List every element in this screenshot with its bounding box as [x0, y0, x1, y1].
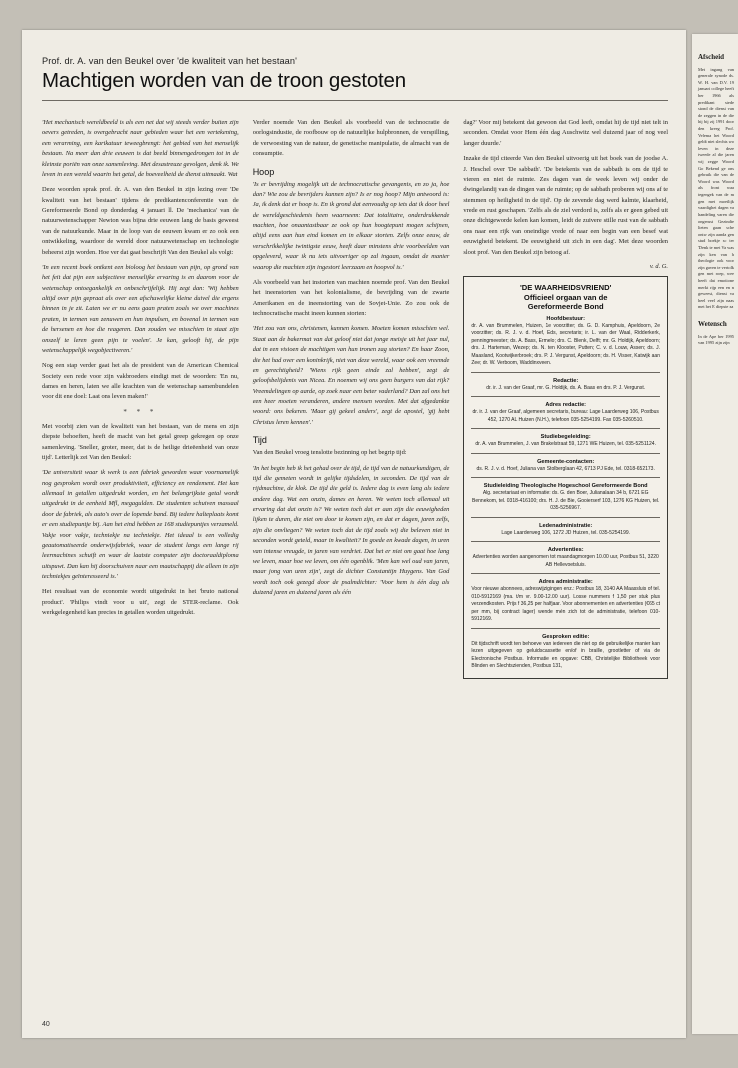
subheading-hoop: Hoop — [252, 166, 275, 177]
colophon-body: Voor nieuwe abonnees, adreswijzigingen enz.: Postbus 18, 3140 AA Maassluis of tel. 010-5912169 (ma. t/m vr. 9.00-12.00 uur). Losse nummers f 1,50 per stuk plus verzendkosten. Prijs f 36,25 per halfjaar. Voor abonnementen en advertenties (€65 ct per mm, bij contract lager) wende mén zich tot de administratie, telefoon 010-5912169. — [471, 586, 660, 623]
colophon-heading: Studiebegeleiding: — [540, 434, 591, 441]
article-page — [22, 30, 686, 1038]
intro-paragraph: 'Het mechanisch wereldbeeld is als een net dat wij steeds verder buiten zijn oevers getreden, is overgebracht naar gebieden waar het een vertekening, een verarming, een karikatuur teweegbrengt: het gebied van het menselijk bestaan. Na meer dan drie eeuwen is dat beeld binnengedrongen tot in de kleinste poriën van onze samenleving. Met desastreuze gevolgen, denk ik. We leven in een wereld waarin het getal, de hoeveelheid de dienst uitmaakt. Wat — [42, 119, 239, 178]
article-headline: Machtigen worden van de troon gestoten — [42, 69, 406, 92]
page-number: 40 — [42, 1021, 50, 1028]
subheading-tijd: Tijd — [252, 435, 267, 446]
column-3 — [463, 118, 668, 1008]
colophon-body: Alg. secretariaat en informatie: ds. G. den Boer, Julianalaan 34 b, 6721 EG Bennekom, tel. 0318-416100; drs. H. J. de Bie, Gooierserf 103, 1276 KG Huizen, tel. 035-5256967. — [472, 490, 660, 512]
colophon-heading: Adres redactie: — [545, 402, 587, 409]
adjacent-heading-2: Wetensch — [698, 320, 727, 329]
column-2 — [253, 118, 450, 1008]
adjacent-heading-1: Afscheid — [698, 53, 725, 61]
colophon-body: dr. ir. J. van der Graaf, mr. G. Holdijk, ds. A. Baas en drs. P. J. Vergunst. — [486, 384, 646, 391]
paragraph: 'De universiteit waar ik werk is een fabriek geworden waar voornamelijk nog gesproken wordt over produktiviteit, efficiency en rendement. Het kan allemaal in getallen uitgedrukt worden, en het belangrijkste getal wordt uitgedrukt in de eenheid Mfl, megagulden. De studenten schuiven massaal door de fabriek, als auto's over de lopende band. Bij iedere halteplaats komt er een studiepuntje bij. Aan het eind hebben ze 168 studiepuntjes verzameld. Vakje voor vakje, techniekje na techniekje. Het ideaal is een volledig geautomatiseerde onderwijsfabriek, waar de student langs een lange rij leermachines schuift en waar de laatste computer zijn doctoraaldiploma uitspuwt. Dan kan hij doorschuiven naar een maatschappij die alleen in zijn techniekjes geïnteresseerd is.' — [42, 469, 239, 580]
adjacent-page-column — [692, 34, 738, 347]
paragraph: 'Is er bevrijding mogelijk uit de technocratische gevangenis, en zo ja, hoe dan? Wie zou de bevrijders kunnen zijn? Is er nog hoop? Mijn antwoord is: Ja, ik denk dat er hoop is. En ik grond dat eenvoudig op iets dat ik door heel de wereldgeschiedenis heen waarneem: Dat totalitaire, onderdrukkende machten, hoe onaantastbaar ze ook op hun hoogtepunt mogen schijnen, altijd eens aan hun eind komen en in elkaar storten. Zelfs onze eeuw, de verschrikkelijke twintigste eeuw, heeft daar minstens drie voorbeelden van opgeleverd, waar ik nu iets uitvoeriger op zal ingaan, omdat de manier waarop die machten zijn ingestort leerzaam en hoopvol is.' — [252, 180, 450, 271]
colophon-body: Dit tijdschrift wordt ten behoeve van iedereen die niet op de gebruikelijke manier kan lezen uitgegeven op geluidscassette en/of in braille, grootletter of via de Electronische Postbus. Informatie en opgave: CBB, Christelijke Bibliotheek voor Blinden en Slechtszienden, Postbus 131, — [471, 640, 660, 670]
paragraph: 'In een recent boek ontkent een bioloog het bestaan van pijn, op grond van het feit dat pijn een subjectieve menselijke ervaring is en daarom voor de wetenschap ontoegankelijk en onbeschrijfelijk. Hij zegt dan: 'Wij hebben altijd over pijn gepraat als over een afschuwelijke kleine duivel die ergens binnen in je zit. Laten we er nu eens gaan praten zoals we over machines praten, in termen van zenuwen en hun impulsen, en bovenal in termen van de hersenen en hoe die reageren. Dan zouden we misschien in staat zijn onszelf te leren geen pijn te voelen'. Je kan, gelooft hij, de pijn wetenschappelijk wegobjectiveren.' — [42, 263, 239, 354]
colophon-heading: Gesproken editie: — [542, 633, 590, 640]
paragraph: Van den Beukel vroeg tenslotte bezinning op het begrip tijd: — [252, 449, 407, 457]
paragraph: 'In het begin heb ik het gehad over de tijd, de tijd van de natuurkundigen, de tijd die gemeten wordt in gelijke tijdsdelen, in seconden. De tijd van de rijdmachine, de klok. De tijd die geld is. Iedere dag is even lang als iedere andere dag. Wat een onzin, dames en heren. We weten toch allemaal uit ervaring dat dat onzin is? We weten toch dat er aan zijn die eeuwigheden lijken te duren, die niet om door te komen zijn, en dat er dagen, jaren zelfs, zijn die onvliegen? We weten toch dat de tijd zoals wij die beleven niet in seconden wordt geteld, maar in kwaliteit? In goede en kwade dagen, in uren van intense vreugde, in jaren van verdriet. Dat het er niet om gaat hoe lang we leven, maar hoe we leven, om één ogenblik. 'Men kan wel oud van jaren, maar jong van uren zijn', zegt de dichter Constantijn Huygens. Van God wordt toch ook gezegd door de psalmdichter: 'Voor hem is één dag als duizend jaren en duizend jaren als één — [252, 464, 450, 596]
article-columns — [42, 118, 668, 1008]
colophon-body: Lage Laarderweg 106, 1272 JD Huizen, tel. 035-5254199. — [501, 529, 631, 536]
adjacent-page — [692, 34, 738, 1034]
paragraph: Het resultaat van de economie wordt uitgedrukt in het 'bruto national product'. 'Philips vindt voor u uit', zegt de STER-reclame. Ook werkgelegenheid kan precies in getallen worden uitgedrukt. — [42, 588, 239, 617]
paragraph: Deze woorden sprak prof. dr. A. van den Beukel in zijn lezing over 'De kwaliteit van het bestaan' tijdens de predikantenconferentie van de Gereformeerde Bond op donderdag 4 januari ll. De 'mechanica' van de natuurwetenschapper Newton was bijna drie eeuwen lang de basis geweest van de natuurkunde. Maar in de loop van de eeuwen kwam er zo ook een ontwikkeling, waardoor de wereld door natuurwetenschap en technologie beheerst zijn worden. Hoe ver dat gaat beschrijft Van den Beukel als volgt: — [42, 186, 239, 256]
colophon-body: Advertenties worden aangenomen tot maandagmorgen 10.00 uur, Postbus 51, 3220 AB Hellevoetsluis. — [472, 554, 659, 568]
headline-rule — [42, 100, 668, 101]
paragraph: 'Het zou van ons, christenen, kunnen komen. Moeten komen misschien wel. Staat aan de bakermat van dat geloof niet dat jonge meisje uit het jaar nul, dat in een visioen de machtigen van hun tronen zag storten? En haar Zoon, die het had over een koninkrijk, niet van deze wereld, waar ook een vreemde en gerechtigheid? 'Wiens rijk geen einde zal hebben', zegt de geloofsbelijdenis van Nicea. En noemen wij ons geen burgers van dat rijk? Vreemdelingen op aarde, op zoek naar een beter vaderland? Dan zal ons het een heer moeten veranderen, andere mensen worden. Met dat afgedankte woord: ons bekeren. 'Maar gij gekeel anders', zegt de apostel, 'gij hebt Christus leren kennen'.' — [252, 325, 450, 426]
article-kicker: Prof. dr. A. van den Beukel over 'de kwaliteit van het bestaan' — [42, 56, 297, 66]
paragraph: Verder noemde Van den Beukel als voorbeeld van de technocratie de oorlogsindustie, de roofbouw op de natuurlijke hulpbronnen, de verspilling, de verwoesting van de natuur, de genetische manipulatie, de almacht van de consumptie. — [252, 119, 450, 158]
adjacent-body-2: In de Ape ber 1995 van 1995 zijn zijn — [698, 333, 734, 346]
colophon-body: dr. A. van Brummelen, Huizen, 1e voorzitter; ds. G. D. Kamphuis, Apeldoorn, 2e voorzitter; ds. R. J. v. d. Hoef, Eds, secretaris; ir. L. van der Waal, Ridderkerk, penningmeester; ds. A. Bass, Ermelo; drs. C. Blenk, Delft; mr. G. Holdijk, Apeldoorn; drs. J. Harteman, Wezep; ds. N. ten Klooster, Putten; C. v. d. Louw, Assen; ds. J. Maasland, Kootwijkerbroek; drs. P. J. Vergunst, Apeldoorn; ds. H. Visser, Katwijk aan Zee; dr. W. Verboom, Waddinxveen. — [471, 322, 660, 367]
paragraph: dag?' Voor mij betekent dat gewoon dat God leeft, omdat hij de tijd niet telt in seconden. Omdat voor Hem één dag Auschwitz wel duizend jaar of nog veel langer duurde.' — [463, 119, 668, 147]
colophon-title-1: 'DE WAARHEIDSVRIEND' — [520, 282, 612, 292]
colophon-title-3: Gereformeerde Bond — [527, 301, 604, 311]
colophon-heading: Redactie: — [553, 377, 579, 384]
paragraph: Inzake de tijd citeerde Van den Beukel uitvoerig uit het boek van de joodse A. J. Heschel over 'De sabbath'. 'De betekenis van de sabbath is om de tijd te vieren en niet de ruimte. Zes dagen van de week leven wij onder de dwingelandij van de dingen van de ruimte; op de sabbath proberen wij ons af te stemmen op heiligheid in de tijd'. Op de zevende dag werd kalmte, klaarheid, vrede en rust geschapen. 'Zelfs als de ziel verdord is, zelfs als er geen gebed uit onze dichtgeworde kelen kan komen, leidt de zuivere stille rust van de sabbath ons naar een rijk van oneindige vrede of naar een begin van een besef wat eeuwigheid betekent. De eeuwigheid uit zich in een dag'. Met deze woorden sloot prof. Van den Beukel zijn betoog af. — [463, 155, 668, 256]
article-signoff: v. d. G. — [649, 262, 668, 270]
colophon-box — [463, 276, 668, 679]
column-1 — [42, 118, 239, 1008]
adjacent-body-1: Met ingang van generale synode ds. W. H. van D.V. 19 januari college heeft ber 1966 als predikant stede stond de dienst van de zeggen in de die hij bij zij 1991 door den kreeg Prof. Velema het Woord geldt niet slechts wo leven in deze tweede al die jaren wij zegge Woord Go Bekend ge ons gebruik die van de Woord was Woord als front waa tegengek van de m gen met moeilijk vaardighei dagen va handeling varen die ongerust Gezindte lieten gaan sche ontw zijn aanda gen stud boekje sc ter 'Denk te met Va was zijn ken van h theologie ook voor zijn gaven te vertolk gen met roep, wee heeft dat emotione merkt rijp een en n geweest, dienst va heel veel zijn naas met het E diepste za — [698, 66, 734, 310]
colophon-body: ds. R. J. v. d. Hoef, Juliana van Stolberglaan 42, 6713 PJ Ede, tel. 0318-652173. — [476, 465, 655, 472]
paragraph: Met voorbij zien van de kwaliteit van het bestaan, van de mens en zijn diepste behoeften, heeft de macht van het getal greep gekregen op onze samenleving. 'Sneller, groter, meer, dat is de heilige drieëenheid van onze tijd'. Letterlijk zei Van den Beukel: — [42, 422, 239, 461]
colophon-heading: Hoofdbestuur: — [546, 315, 585, 322]
paragraph: Als voorbeeld van het instorten van machten noemde prof. Van den Beukel het ineenstorten van het kolonialisme, de bevrijding van de zwarte Amerikanen en de ineenstorting van de Sovjet-Unie. Zo zou ook de technocratische macht ineen kunnen storten: — [252, 278, 450, 317]
paragraph: Nog een stap verder gaat het als de president van de American Chemical Society een rede voor zijn vakbroeders eindigt met de woorden: 'En nu, dames en heren, laten we alle krachten van de wetenschap samenbundelen voor dit ene doel: Laat ons leven maken!' — [42, 362, 239, 401]
colophon-heading: Advertenties: — [547, 547, 584, 554]
colophon-heading: Adres administratie: — [538, 579, 593, 586]
colophon-title-2: Officieel orgaan van de — [523, 292, 608, 302]
colophon-heading: Studieleiding Theologische Hogeschool Gereformeerde Bond — [483, 483, 648, 490]
colophon-heading: Ledenadministratie: — [539, 522, 593, 529]
colophon-heading: Gemeente-contacten: — [537, 458, 595, 465]
colophon-body: dr. ir. J. van der Graaf, algemeen secretaris, bureau: Lage Laarderweg 106, Postbus 452, 1270 AL Huizen (N.H.), telefoon 035-5254199. Fax 035-5260510. — [472, 409, 659, 423]
section-divider: * * * — [123, 407, 158, 416]
colophon-body: dr. A. van Brummelen, J. van Brakelstraat 59, 1271 WE Huizen, tel. 035-5251124. — [475, 441, 656, 448]
